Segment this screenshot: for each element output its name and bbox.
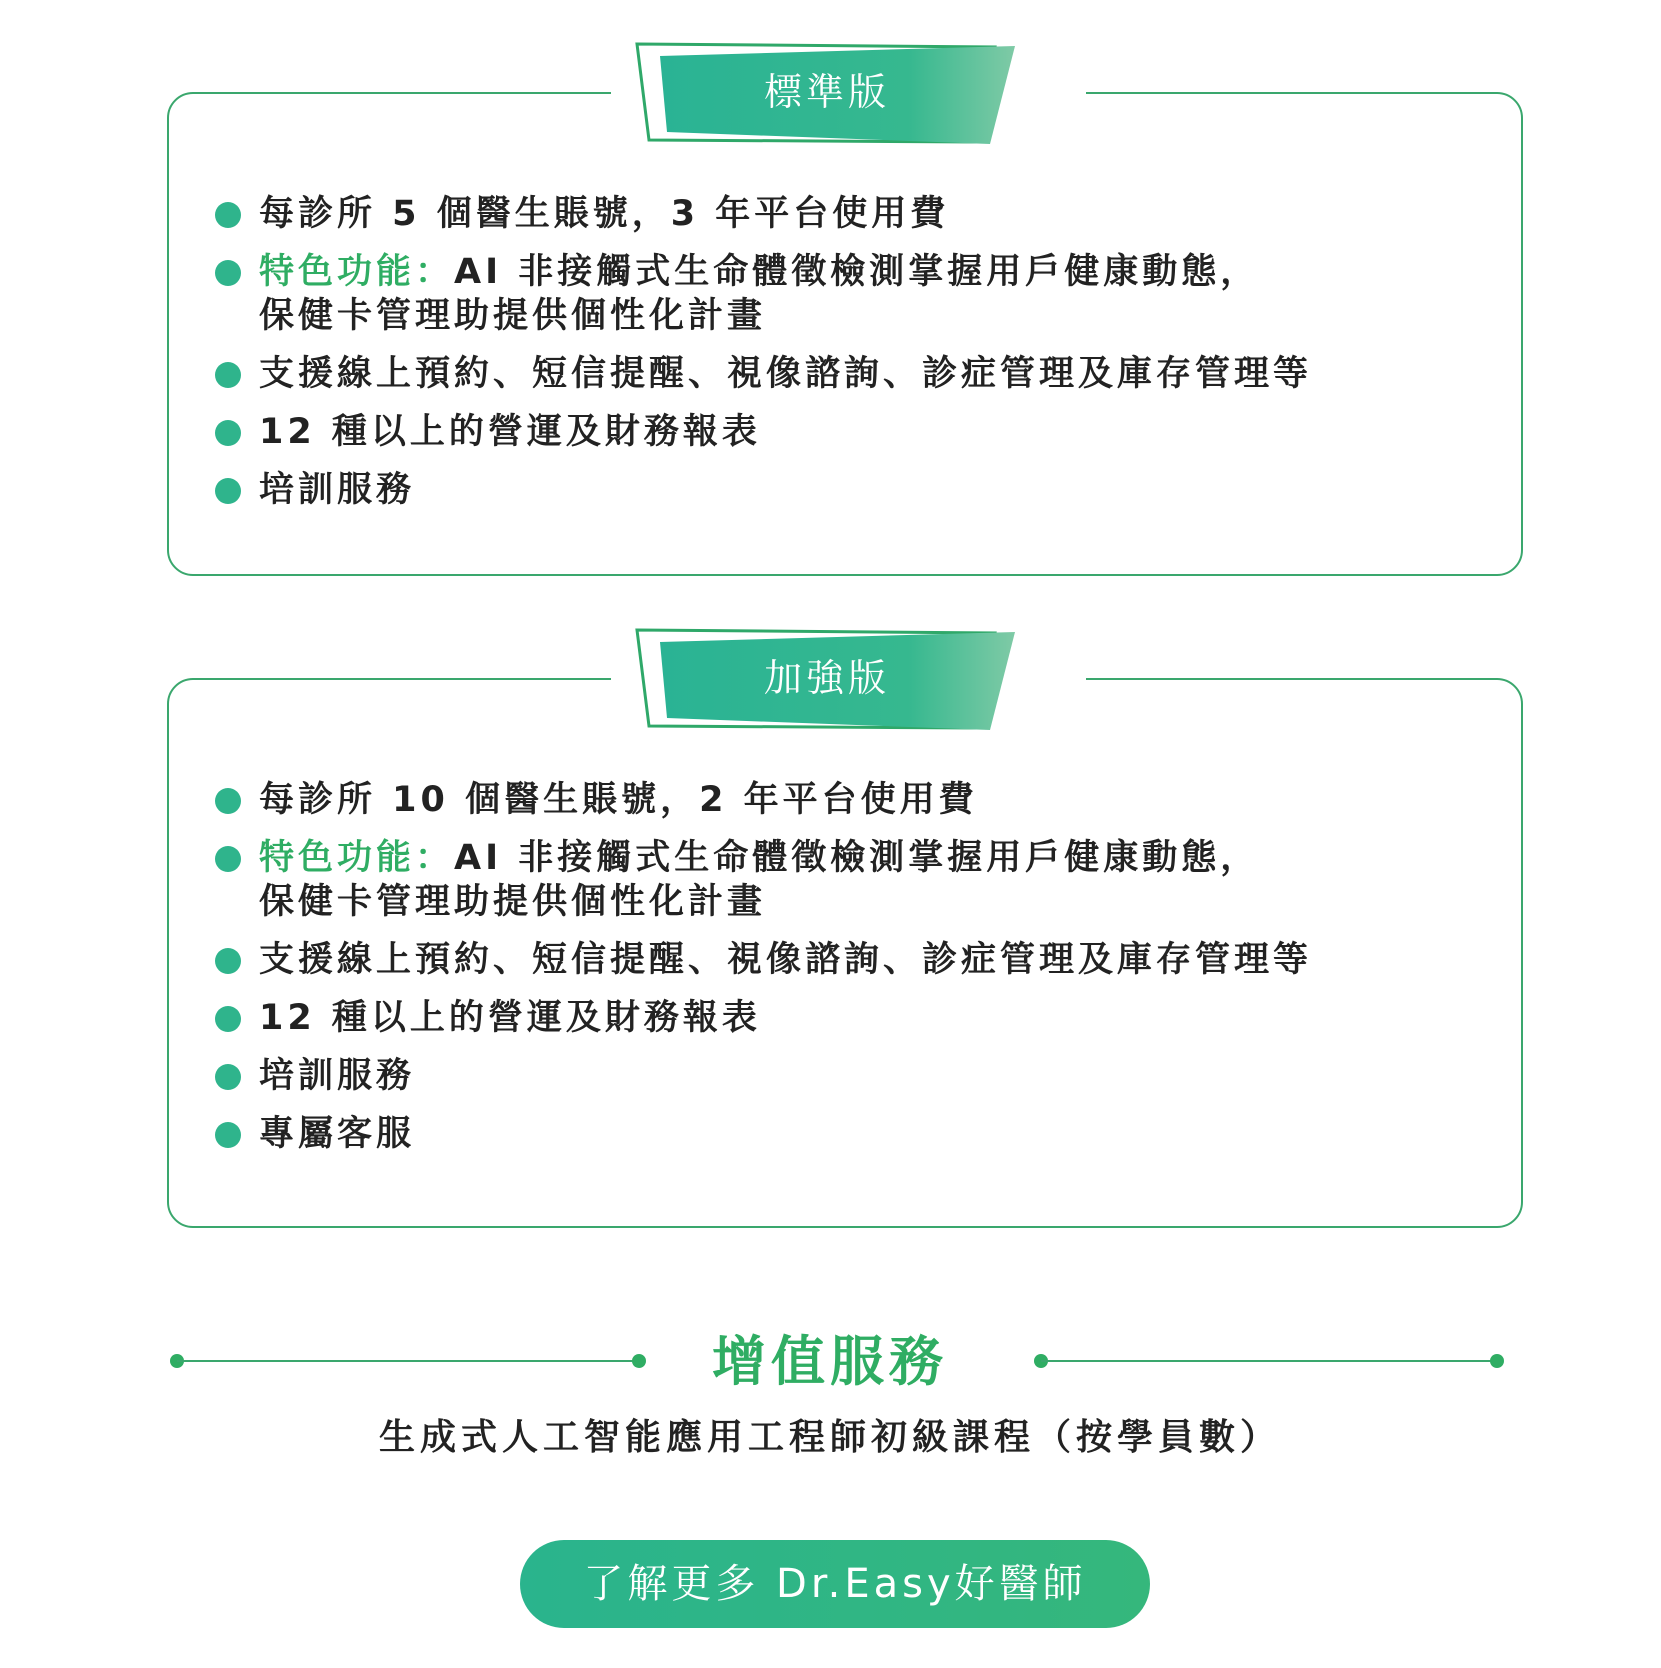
bullet-dot-icon	[215, 420, 241, 446]
feature-text: AI 非接觸式生命體徵檢測掌握用戶健康動態，	[454, 252, 1260, 292]
feature-text: 支援線上預約、短信提醒、視像諮詢、診症管理及庫存管理等	[259, 354, 1313, 394]
list-item	[215, 778, 1495, 822]
value-added-description: 生成式人工智能應用工程師初級課程（按學員數）	[378, 1417, 1281, 1458]
plan-title: 加強版	[763, 656, 890, 700]
bullet-dot-icon	[215, 948, 241, 974]
plan-title-tag	[635, 42, 1035, 152]
feature-list	[215, 192, 1495, 526]
feature-text-continued: 保健卡管理助提供個性化計畫	[259, 882, 767, 922]
bullet-dot-icon	[215, 1122, 241, 1148]
bullet-dot-icon	[215, 788, 241, 814]
divider-dot-icon	[1490, 1354, 1504, 1368]
bullet-dot-icon	[215, 1064, 241, 1090]
list-item	[215, 468, 1495, 512]
feature-text: 12 種以上的營運及財務報表	[259, 998, 761, 1038]
divider-line-left	[177, 1360, 637, 1362]
feature-text: 培訓服務	[259, 1056, 416, 1096]
bullet-dot-icon	[215, 202, 241, 228]
list-item	[215, 1054, 1495, 1098]
bullet-dot-icon	[215, 846, 241, 872]
bullet-dot-icon	[215, 478, 241, 504]
list-item	[215, 250, 1495, 338]
list-item	[215, 192, 1495, 236]
list-item	[215, 352, 1495, 396]
feature-highlight: 特色功能：	[259, 838, 455, 878]
plan-card-standard	[167, 42, 1522, 582]
feature-text: 每診所 10 個醫生賬號，2 年平台使用費	[259, 780, 978, 820]
feature-text-continued: 保健卡管理助提供個性化計畫	[259, 296, 767, 336]
bullet-dot-icon	[215, 1006, 241, 1032]
plan-title-tag	[635, 628, 1035, 738]
feature-list	[215, 778, 1495, 1170]
list-item	[215, 410, 1495, 454]
feature-text: 培訓服務	[259, 470, 416, 510]
list-item	[215, 1112, 1495, 1156]
bullet-dot-icon	[215, 260, 241, 286]
learn-more-button[interactable]: 了解更多 Dr.Easy好醫師	[520, 1540, 1150, 1628]
list-item	[215, 836, 1495, 924]
feature-text: 專屬客服	[259, 1114, 416, 1154]
plan-title: 標準版	[763, 70, 890, 114]
plan-card-enhanced	[167, 628, 1522, 1238]
list-item	[215, 938, 1495, 982]
divider-line-right	[1041, 1360, 1495, 1362]
feature-text: 支援線上預約、短信提醒、視像諮詢、診症管理及庫存管理等	[259, 940, 1313, 980]
feature-text: 12 種以上的營運及財務報表	[259, 412, 761, 452]
feature-highlight: 特色功能：	[259, 252, 455, 292]
feature-text: 每診所 5 個醫生賬號，3 年平台使用費	[259, 194, 950, 234]
value-added-title: 增值服務	[712, 1330, 948, 1393]
feature-text: AI 非接觸式生命體徵檢測掌握用戶健康動態，	[454, 838, 1260, 878]
list-item	[215, 996, 1495, 1040]
bullet-dot-icon	[215, 362, 241, 388]
